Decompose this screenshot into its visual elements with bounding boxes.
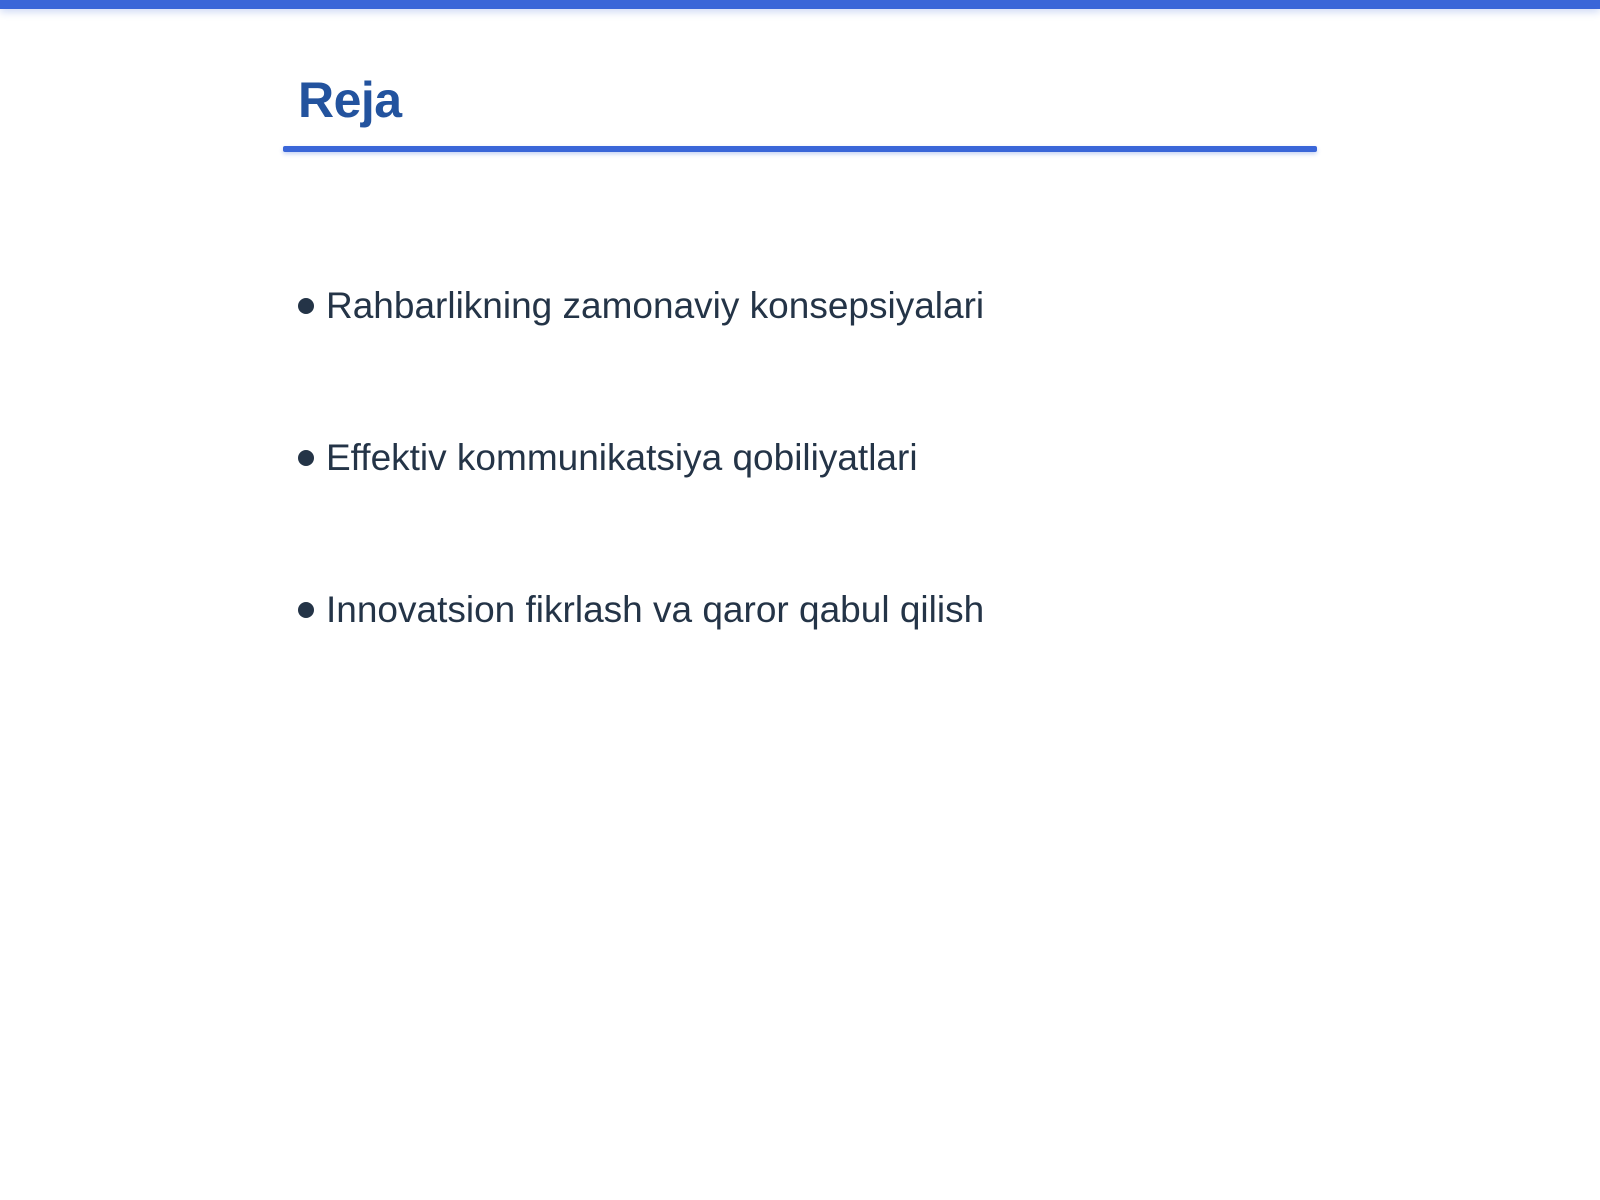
- bullet-text: Rahbarlikning zamonaviy konsepsiyalari: [326, 285, 985, 326]
- bullet-list: [298, 276, 984, 732]
- top-accent-bar: [0, 0, 1600, 9]
- bullet-item: [298, 276, 984, 336]
- bullet-item: [298, 428, 984, 488]
- bullet-dot-icon: [298, 450, 314, 466]
- title-underline: [283, 146, 1317, 152]
- bullet-dot-icon: [298, 298, 314, 314]
- bullet-text: Effektiv kommunikatsiya qobiliyatlari: [326, 437, 918, 478]
- bullet-text: Innovatsion fikrlash va qaror qabul qilish: [326, 589, 985, 630]
- slide-title: Reja: [298, 72, 402, 128]
- bullet-dot-icon: [298, 602, 314, 618]
- bullet-item: [298, 580, 984, 640]
